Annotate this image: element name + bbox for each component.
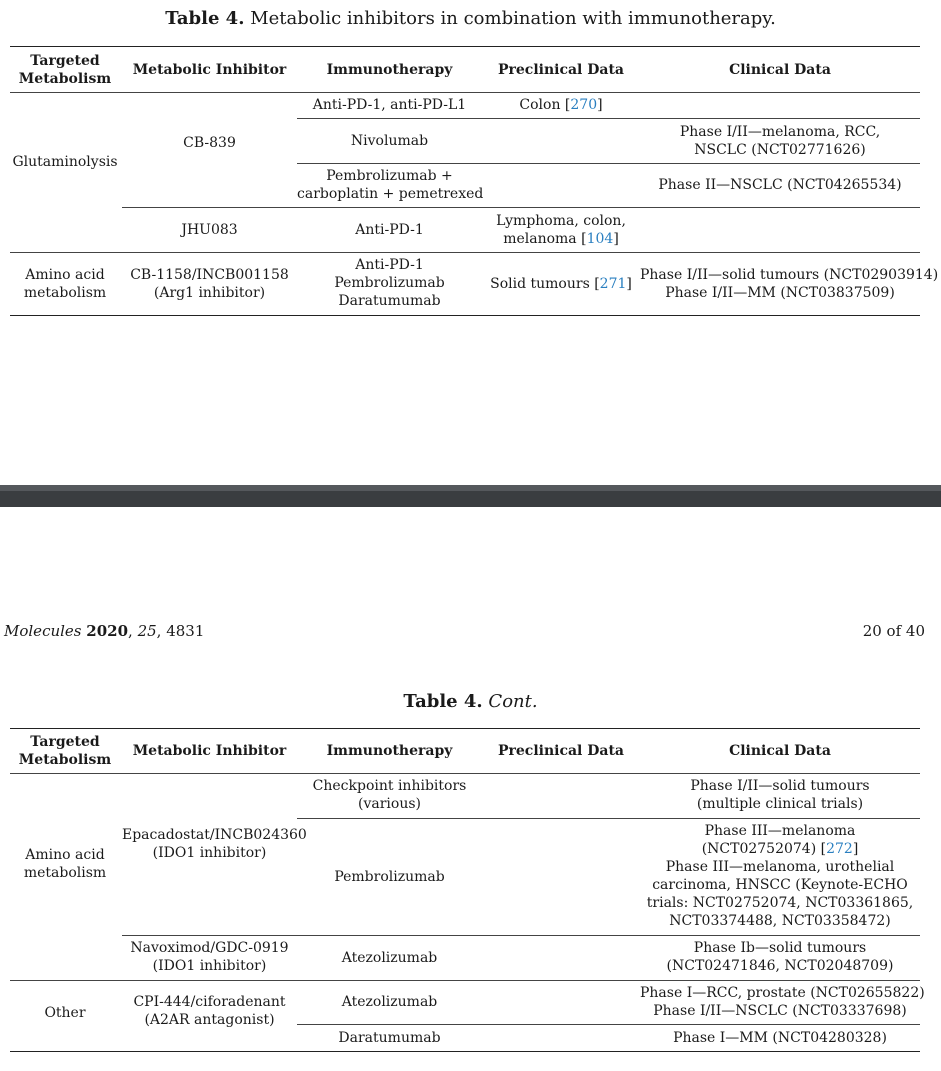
inhibitor-cb839: CB-839 bbox=[183, 135, 236, 151]
table1-header-rule bbox=[10, 92, 920, 93]
table1-row-rule bbox=[122, 207, 920, 208]
inhibitor-epacadostat: Epacadostat/INCB024360 (IDO1 inhibitor) bbox=[122, 827, 307, 861]
citation-link[interactable]: 270 bbox=[570, 97, 598, 113]
header-immunotherapy: Immunotherapy bbox=[326, 743, 453, 759]
inhibitor-jhu083: JHU083 bbox=[181, 222, 238, 238]
clinical-nivolumab: Phase I/II—melanoma, RCC, NSCLC (NCT02771626) bbox=[679, 124, 881, 158]
clinical-navoximod: Phase Ib—solid tumours (NCT02471846, NCT02048709) bbox=[666, 940, 894, 974]
preclinical-solid-tumours: Solid tumours [271] bbox=[490, 276, 632, 292]
page-number: 20 of 40 bbox=[862, 622, 925, 640]
header-preclinical-data: Preclinical Data bbox=[497, 62, 624, 78]
clinical-epacadostat-pembrolizumab: Phase III—melanoma (NCT02752074) [272] Phase III—melanoma, urothelial carcinoma, HNSCC (Keynote-ECHO trials: NCT02752074, NCT03361865, NCT03374488, NCT03358472) bbox=[646, 823, 914, 929]
preclinical-lymphoma: Lymphoma, colon, melanoma [104] bbox=[496, 213, 626, 247]
table1-row-rule bbox=[10, 252, 920, 253]
immuno-atezolizumab: Atezolizumab bbox=[341, 950, 438, 966]
preclinical-colon: Colon [270] bbox=[519, 97, 603, 113]
clinical-checkpoint: Phase I/II—solid tumours (multiple clinical trials) bbox=[690, 778, 870, 812]
table2-caption: Table 4. Cont. bbox=[403, 691, 538, 712]
table1-top-rule bbox=[10, 46, 920, 47]
header-targeted-metabolism: Targeted Metabolism bbox=[18, 53, 112, 87]
immuno-anti-pd1-pdl1: Anti-PD-1, anti-PD-L1 bbox=[312, 97, 467, 113]
page-separator bbox=[0, 485, 941, 507]
inhibitor-cb1158: CB-1158/INCB001158 (Arg1 inhibitor) bbox=[130, 267, 289, 301]
inhibitor-cpi444: CPI-444/ciforadenant (A2AR antagonist) bbox=[133, 994, 286, 1028]
table2-bottom-rule bbox=[10, 1051, 920, 1052]
table2-top-rule bbox=[10, 728, 920, 729]
table1-bottom-rule bbox=[10, 315, 920, 316]
header-clinical-data: Clinical Data bbox=[729, 62, 831, 78]
header-preclinical-data: Preclinical Data bbox=[497, 743, 624, 759]
table2-row-rule bbox=[297, 818, 920, 819]
clinical-cb1158: Phase I/II—solid tumours (NCT02903914) Phase I/II—MM (NCT03837509) bbox=[640, 267, 939, 301]
clinical-cpi444-atezolizumab: Phase I—RCC, prostate (NCT02655822) Phase I/II—NSCLC (NCT03337698) bbox=[640, 985, 925, 1019]
immuno-pembrolizumab: Pembrolizumab bbox=[334, 869, 445, 885]
table2-row-rule bbox=[297, 1024, 920, 1025]
citation-link[interactable]: 104 bbox=[586, 231, 614, 247]
table2-header-rule bbox=[10, 773, 920, 774]
table1-row-rule bbox=[297, 163, 920, 164]
immuno-anti-pd1: Anti-PD-1 bbox=[355, 222, 424, 238]
table1-row-rule bbox=[297, 118, 920, 119]
header-metabolic-inhibitor: Metabolic Inhibitor bbox=[132, 743, 287, 759]
table2-row-rule bbox=[122, 935, 920, 936]
immuno-cb1158: Anti-PD-1 Pembrolizumab Daratumumab bbox=[334, 257, 445, 309]
targeted-amino-acid: Amino acid metabolism bbox=[23, 267, 107, 301]
table2-row-rule bbox=[10, 980, 920, 981]
header-metabolic-inhibitor: Metabolic Inhibitor bbox=[132, 62, 287, 78]
targeted-amino-acid: Amino acid metabolism bbox=[23, 847, 107, 881]
clinical-pembrolizumab-combo: Phase II—NSCLC (NCT04265534) bbox=[658, 177, 902, 193]
inhibitor-navoximod: Navoximod/GDC-0919 (IDO1 inhibitor) bbox=[130, 940, 289, 974]
citation-link[interactable]: 271 bbox=[599, 276, 627, 292]
header-targeted-metabolism: Targeted Metabolism bbox=[18, 734, 112, 768]
targeted-glutaminolysis: Glutaminolysis bbox=[12, 154, 118, 170]
immuno-daratumumab: Daratumumab bbox=[338, 1030, 441, 1046]
citation-link[interactable]: 272 bbox=[826, 841, 853, 857]
header-clinical-data: Clinical Data bbox=[729, 743, 831, 759]
immuno-nivolumab: Nivolumab bbox=[350, 133, 429, 149]
table1-caption: Table 4. Metabolic inhibitors in combination with immunotherapy. bbox=[165, 8, 776, 29]
running-head-citation: Molecules 2020, 25, 4831 bbox=[4, 622, 205, 640]
clinical-cpi444-daratumumab: Phase I—MM (NCT04280328) bbox=[673, 1030, 887, 1046]
targeted-other: Other bbox=[44, 1005, 86, 1021]
immuno-checkpoint: Checkpoint inhibitors (various) bbox=[312, 778, 467, 812]
immuno-pembrolizumab-combo: Pembrolizumab + carboplatin + pemetrexed bbox=[297, 168, 484, 202]
immuno-atezolizumab: Atezolizumab bbox=[341, 994, 438, 1010]
header-immunotherapy: Immunotherapy bbox=[326, 62, 453, 78]
